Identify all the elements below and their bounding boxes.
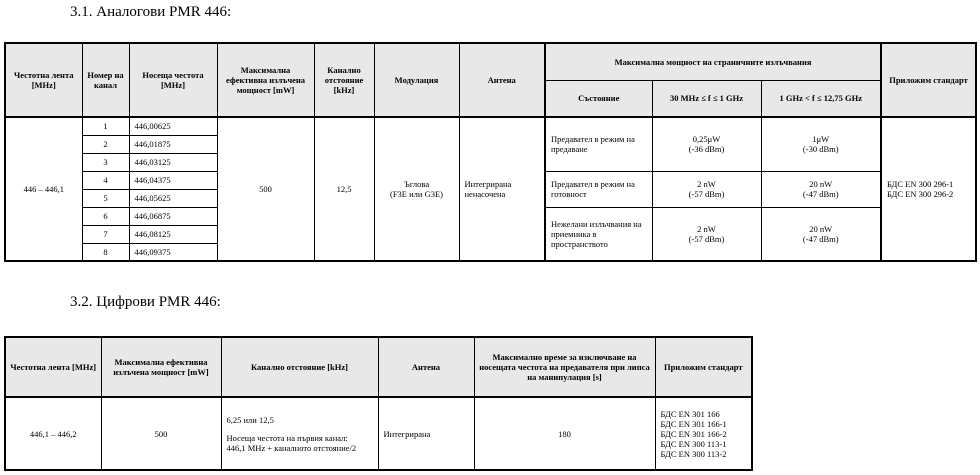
standard-item: БДС EN 300 296-1 xyxy=(887,179,954,189)
digital-pmr-table xyxy=(4,336,753,471)
header-max-power: Максимална ефективна излъчена мощност [mW] xyxy=(217,43,314,117)
carrier-frequency: 446,04375 xyxy=(129,171,217,189)
antenna-line-1: Интегрирана xyxy=(464,179,512,189)
value-line: 2 nW xyxy=(697,223,716,234)
channel-number: 5 xyxy=(82,189,129,207)
carrier-frequency: 446,00625 xyxy=(129,117,217,135)
header-max-power: Максимална ефективна излъчена мощност [mW] xyxy=(101,337,221,397)
standard-item: БДС EN 300 296-2 xyxy=(887,189,954,199)
carrier-frequency: 446,08125 xyxy=(129,225,217,243)
state-standby: Предавател в режим на готовност xyxy=(545,171,652,207)
channel-number: 8 xyxy=(82,243,129,261)
state-transmit: Предавател в режим на предаване xyxy=(545,117,652,171)
value-line: 20 nW xyxy=(809,179,833,189)
header-range-1: 30 MHz ≤ f ≤ 1 GHz xyxy=(652,80,761,117)
header-band: Честотна лента [MHz] xyxy=(5,43,82,117)
max-power-value: 500 xyxy=(217,117,314,261)
carrier-frequency: 446,01875 xyxy=(129,135,217,153)
analog-pmr-table xyxy=(4,42,977,262)
value-line: 20 nW xyxy=(809,223,833,234)
band-value: 446 – 446,1 xyxy=(5,117,82,261)
standard-item: БДС EN 300 113-1 xyxy=(660,438,727,449)
header-antenna: Антена xyxy=(459,43,545,117)
modulation-line-1: Ъглова xyxy=(403,179,430,189)
state-transmit-range2 xyxy=(761,117,881,171)
section1-title: 3.1. Аналогови PMR 446: xyxy=(70,4,232,20)
value-line: (-57 dBm) xyxy=(688,233,725,244)
header-channel-number: Номер на канал xyxy=(82,43,129,117)
header-standard: Приложим стандарт xyxy=(655,337,752,397)
standards-list xyxy=(655,397,752,470)
channel-number: 3 xyxy=(82,153,129,171)
standard-item: БДС EN 301 166-2 xyxy=(660,428,727,439)
value-line: 2 nW xyxy=(697,179,716,189)
standard-item: БДС EN 300 113-2 xyxy=(660,448,727,459)
max-power-value: 500 xyxy=(101,397,221,470)
value-line: (-30 dBm) xyxy=(802,144,839,155)
state-receiver-range2 xyxy=(761,207,881,261)
channel-number: 1 xyxy=(82,117,129,135)
carrier-frequency: 446,03125 xyxy=(129,153,217,171)
band-value: 446,1 – 446,2 xyxy=(5,397,101,470)
standards-list xyxy=(881,117,976,261)
channel-number: 4 xyxy=(82,171,129,189)
modulation-value xyxy=(374,117,459,261)
antenna-value: Интегрирана xyxy=(378,397,474,470)
standard-item: БДС EN 301 166 xyxy=(660,408,720,419)
modulation-line-2: (F3E или G3E) xyxy=(389,189,443,199)
spacing-line-3: 446,1 MHz + каналното отстояние/2 xyxy=(226,442,357,453)
channel-number: 2 xyxy=(82,135,129,153)
header-band: Честотна лента [MHz] xyxy=(5,337,101,397)
header-antenna: Антена xyxy=(378,337,474,397)
header-max-time: Максимално време за изключване на носещата честота на предавателя при липса на манипулация [s] xyxy=(474,337,655,397)
max-time-value: 180 xyxy=(474,397,655,470)
value-line: 1μW xyxy=(812,134,830,145)
header-spurious-emissions: Максимална мощност на страничните излъчвания xyxy=(545,43,881,80)
header-standard: Приложим стандарт xyxy=(881,43,976,117)
channel-number: 6 xyxy=(82,207,129,225)
header-state: Състояние xyxy=(545,80,652,117)
value-line: 0,25μW xyxy=(692,134,721,145)
header-carrier-frequency: Носеща честота [MHz] xyxy=(129,43,217,117)
carrier-frequency: 446,05625 xyxy=(129,189,217,207)
header-range-2: 1 GHz < f ≤ 12,75 GHz xyxy=(761,80,881,117)
antenna-value xyxy=(459,117,545,261)
value-line: (-36 dBm) xyxy=(688,144,725,155)
state-receiver-range1 xyxy=(652,207,761,261)
header-modulation: Модулация xyxy=(374,43,459,117)
state-receiver-spurious: Нежелани излъчвания на приемника в пространството xyxy=(545,207,652,261)
value-line: (-47 dBm) xyxy=(802,189,839,199)
channel-spacing-value xyxy=(221,397,378,470)
antenna-line-2: ненасочена xyxy=(464,189,506,199)
standard-item: БДС EN 301 166-1 xyxy=(660,418,727,429)
value-line: (-47 dBm) xyxy=(802,233,839,244)
state-standby-range2 xyxy=(761,171,881,207)
value-line: (-57 dBm) xyxy=(688,189,725,199)
state-transmit-range1 xyxy=(652,117,761,171)
carrier-frequency: 446,06875 xyxy=(129,207,217,225)
carrier-frequency: 446,09375 xyxy=(129,243,217,261)
spacing-line-1: 6,25 или 12,5 xyxy=(226,414,274,425)
state-standby-range1 xyxy=(652,171,761,207)
spacing-line-2: Носеща честота на първия канал: xyxy=(226,432,348,443)
header-channel-spacing: Канално отстояние [kHz] xyxy=(314,43,374,117)
header-channel-spacing: Канално отстояние [kHz] xyxy=(221,337,378,397)
channel-spacing-value: 12,5 xyxy=(314,117,374,261)
section2-title: 3.2. Цифрови PMR 446: xyxy=(70,294,221,310)
channel-number: 7 xyxy=(82,225,129,243)
